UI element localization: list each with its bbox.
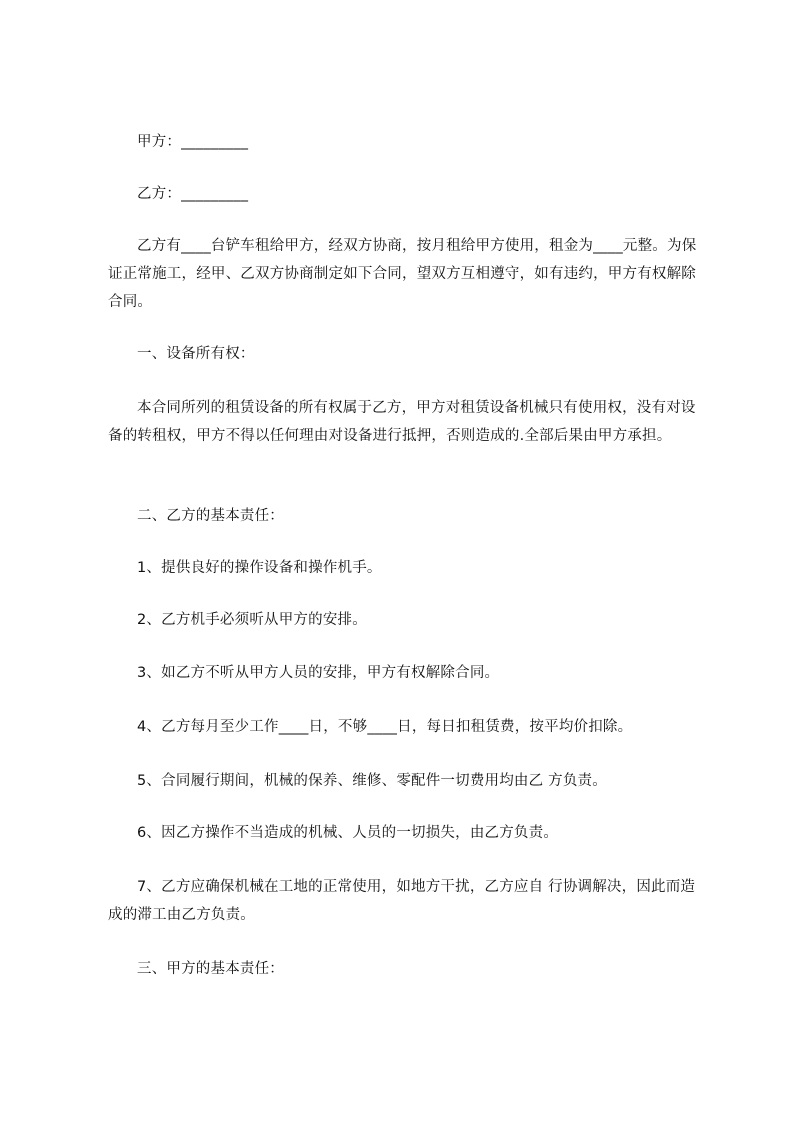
intro-paragraph: 乙方有____台铲车租给甲方，经双方协商，按月租给甲方使用，租金为____元整。为保证正常施工，经甲、乙双方协商制定如下合同，望双方互相遵守，如有违约，甲方有权解除合同。 <box>108 238 697 310</box>
list-item: 5、合同履行期间，机械的保养、维修、零配件一切费用均由乙 方负责。 <box>137 773 607 789</box>
party-b-line: 乙方：_________ <box>137 186 249 202</box>
section-3-heading: 三、甲方的基本责任： <box>137 961 284 977</box>
list-item: 2、乙方机手必须听从甲方的安排。 <box>137 612 367 628</box>
party-a-line: 甲方：_________ <box>137 134 249 150</box>
list-item: 3、如乙方不听从甲方人员的安排，甲方有权解除合同。 <box>137 665 500 681</box>
list-item: 7、乙方应确保机械在工地的正常使用，如地方干扰，乙方应自 行协调解决，因此而造成的滞工由乙方负责。 <box>108 879 696 923</box>
list-item: 4、乙方每月至少工作____日，不够____日，每日扣租赁费，按平均价扣除。 <box>137 719 633 735</box>
list-item: 1、提供良好的操作设备和操作机手。 <box>137 560 382 576</box>
section-1-heading: 一、设备所有权： <box>137 346 255 362</box>
section-1-body: 本合同所列的租赁设备的所有权属于乙方，甲方对租赁设备机械只有使用权，没有对设备的转租权，甲方不得以任何理由对设备进行抵押，否则造成的.全部后果由甲方承担。 <box>108 400 696 444</box>
section-2-heading: 二、乙方的基本责任： <box>137 508 284 524</box>
list-item: 6、因乙方操作不当造成的机械、人员的一切损失，由乙方负责。 <box>137 825 559 841</box>
